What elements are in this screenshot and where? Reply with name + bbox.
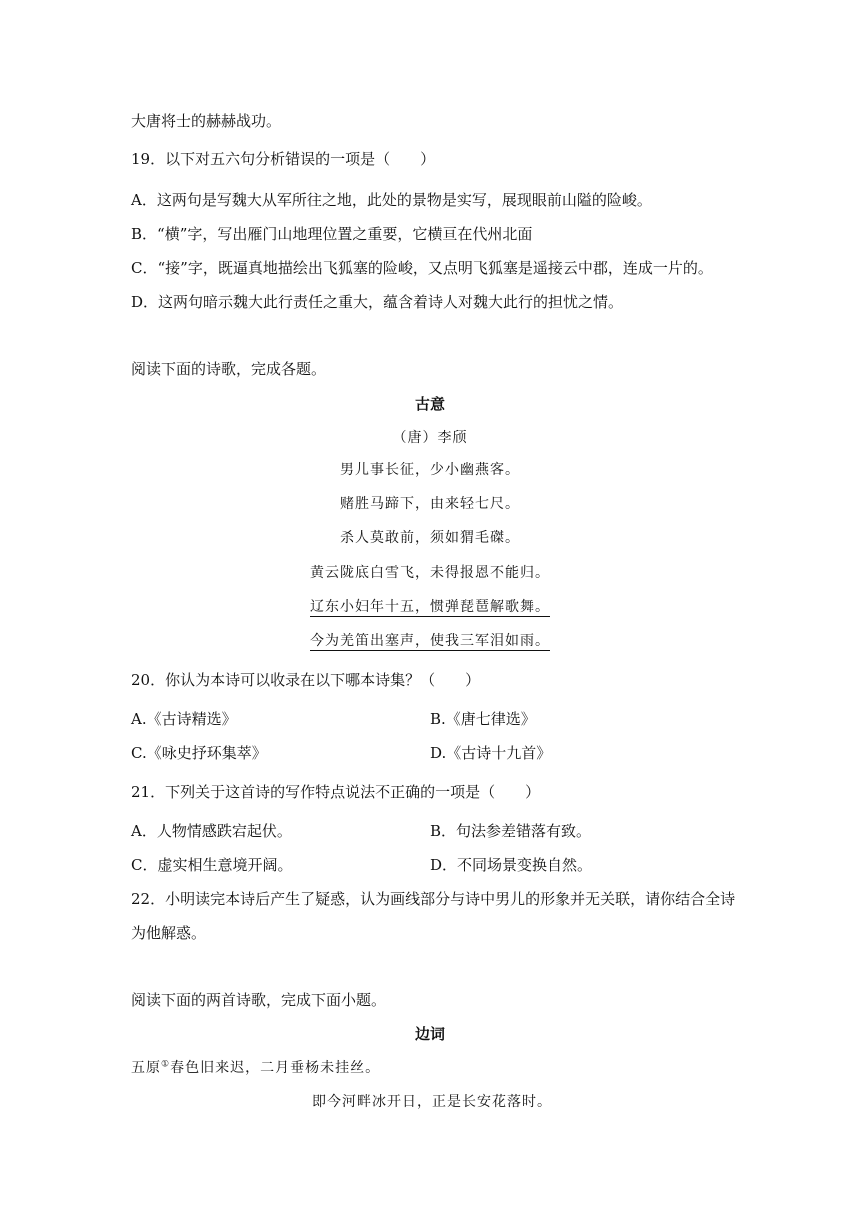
q19-option-a[interactable]: A．这两句是写魏大从军所往之地，此处的景物是实写，展现眼前山隘的险峻。 — [131, 191, 652, 209]
q22-stem: 22．小明读完本诗后产生了疑惑，认为画线部分与诗中男儿的形象并无关联，请你结合全诗 — [131, 890, 736, 908]
poem1-line: 黄云陇底白雪飞，未得报恩不能归。 — [310, 565, 550, 581]
q22-stem-continued: 为他解惑。 — [131, 924, 207, 942]
section1-instruction: 阅读下面的诗歌，完成各题。 — [131, 360, 327, 378]
q20-stem: 20．你认为本诗可以收录在以下哪本诗集？（ ） — [131, 671, 481, 689]
poem1-title: 古意 — [414, 395, 445, 413]
poem1-line: 杀人莫敢前，须如猬毛磔。 — [340, 530, 520, 546]
poem1-underlined-line — [0, 597, 860, 617]
q19-stem: 19．以下对五六句分析错误的一项是（ ） — [131, 150, 436, 168]
q19-option-b[interactable]: B．“横”字，写出雁门山地理位置之重要，它横亘在代州北面 — [131, 225, 533, 243]
q20-option-b[interactable]: B.《唐七律选》 — [430, 710, 536, 728]
section2-instruction: 阅读下面的两首诗歌，完成下面小题。 — [131, 991, 387, 1009]
poem1-line: 男儿事长征，少小幽燕客。 — [340, 462, 520, 478]
poem1-author: （唐）李颀 — [392, 430, 468, 446]
poem2-line-rest: 春色旧来迟，二月垂杨未挂丝。 — [170, 1060, 381, 1076]
poem2-line-start: 五原 — [131, 1060, 161, 1076]
q19-option-d[interactable]: D．这两句暗示魏大此行责任之重大，蕴含着诗人对魏大此行的担忧之情。 — [131, 293, 624, 311]
q21-option-a[interactable]: A．人物情感跌宕起伏。 — [131, 822, 292, 840]
q21-option-b[interactable]: B．句法参差错落有致。 — [430, 822, 592, 840]
poem2-line: 即今河畔冰开日，正是长安花落时。 — [312, 1094, 552, 1110]
poem2-title: 边词 — [414, 1025, 445, 1043]
intro-line: 大唐将士的赫赫战功。 — [131, 112, 282, 130]
q20-option-d[interactable]: D.《古诗十九首》 — [430, 744, 552, 762]
underlined-text: 今为羌笛出塞声，使我三军泪如雨。 — [310, 633, 550, 649]
footnote-marker: ① — [161, 1059, 171, 1070]
poem1-underlined-line — [0, 631, 860, 651]
q21-option-d[interactable]: D．不同场景变换自然。 — [430, 856, 593, 874]
poem1-line: 赌胜马蹄下，由来轻七尺。 — [340, 496, 520, 512]
underlined-text: 辽东小妇年十五，惯弹琵琶解歌舞。 — [310, 599, 550, 615]
q20-option-c[interactable]: C.《咏史抒环集萃》 — [131, 744, 267, 762]
q21-option-c[interactable]: C．虚实相生意境开阔。 — [131, 856, 293, 874]
poem2-line — [131, 1058, 380, 1078]
q21-stem: 21．下列关于这首诗的写作特点说法不正确的一项是（ ） — [131, 783, 541, 801]
q20-option-a[interactable]: A.《古诗精选》 — [131, 710, 237, 728]
q19-option-c[interactable]: C．“接”字，既逼真地描绘出飞狐塞的险峻，又点明飞狐塞是遥接云中郡，连成一片的。 — [131, 259, 713, 277]
